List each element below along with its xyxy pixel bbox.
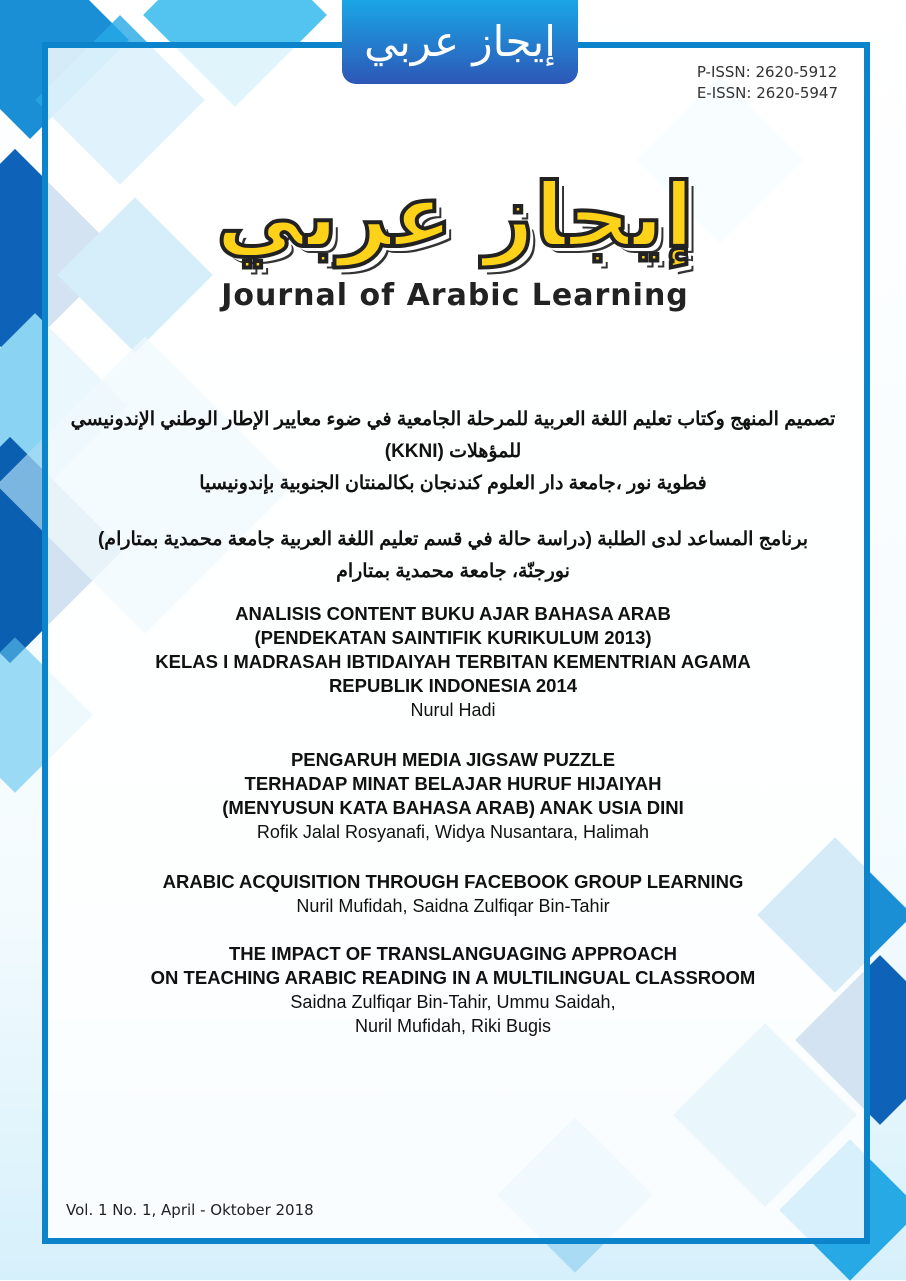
arabic-article-author: نورجنّة، جامعة محمدية بمتارام: [336, 561, 570, 582]
p-issn: P-ISSN: 2620-5912: [696, 63, 838, 81]
article-authors: Rofik Jalal Rosyanafi, Widya Nusantara, Halimah: [256, 822, 650, 842]
article-title: ON TEACHING ARABIC READING IN A MULTILINGUAL CLASSROOM: [150, 967, 756, 988]
e-issn: E-ISSN: 2620-5947: [696, 84, 838, 102]
article-title: PENGARUH MEDIA JIGSAW PUZZLE: [290, 749, 616, 770]
article-4: [60, 942, 846, 1038]
table-of-contents: [60, 404, 846, 1038]
volume-info: Vol. 1 No. 1, April - Oktober 2018: [66, 1201, 314, 1219]
journal-name-tab: إيجاز عربي: [342, 0, 578, 84]
article-title: KELAS I MADRASAH IBTIDAIYAH TERBITAN KEMENTRIAN AGAMA: [155, 651, 751, 672]
logo-subtitle: Journal of Arabic Learning: [221, 278, 689, 313]
article-authors: Nuril Mufidah, Saidna Zulfiqar Bin-Tahir: [296, 896, 610, 916]
article-1: [60, 602, 846, 722]
arabic-article-1: [60, 404, 846, 500]
journal-logo: [160, 160, 750, 314]
article-3: [60, 870, 846, 918]
article-authors: Nuril Mufidah, Riki Bugis: [354, 1016, 552, 1036]
article-title: ARABIC ACQUISITION THROUGH FACEBOOK GROUP LEARNING: [162, 871, 744, 892]
article-title: (PENDEKATAN SAINTIFIK KURIKULUM 2013): [254, 627, 652, 648]
article-title: TERHADAP MINAT BELAJAR HURUF HIJAIYAH: [244, 773, 662, 794]
arabic-article-title: للمؤهلات (KKNI): [384, 441, 522, 462]
article-title: THE IMPACT OF TRANSLANGUAGING APPROACH: [228, 943, 678, 964]
article-title: ANALISIS CONTENT BUKU AJAR BAHASA ARAB: [235, 603, 671, 624]
article-2: [60, 748, 846, 844]
arabic-article-title: تصميم المنهج وكتاب تعليم اللغة العربية للمرحلة الجامعية في ضوء معايير الإطار الوطني الإندونيسي: [70, 409, 836, 430]
arabic-article-author: فطوية نور ،جامعة دار العلوم كندنجان بكالمنتان الجنوبية بإندونيسيا: [199, 473, 707, 494]
arabic-article-2: [60, 524, 846, 588]
article-authors: Nurul Hadi: [410, 700, 496, 720]
issn-block: [697, 62, 838, 104]
arabic-article-title: برنامج المساعد لدى الطلبة (دراسة حالة في قسم تعليم اللغة العربية جامعة محمدية بمتارام): [97, 529, 808, 550]
article-title: (MENYUSUN KATA BAHASA ARAB) ANAK USIA DINI: [222, 797, 684, 818]
logo-arabic: إيجاز عربي: [216, 164, 694, 267]
article-title: REPUBLIK INDONESIA 2014: [328, 675, 578, 696]
article-authors: Saidna Zulfiqar Bin-Tahir, Ummu Saidah,: [290, 992, 616, 1012]
